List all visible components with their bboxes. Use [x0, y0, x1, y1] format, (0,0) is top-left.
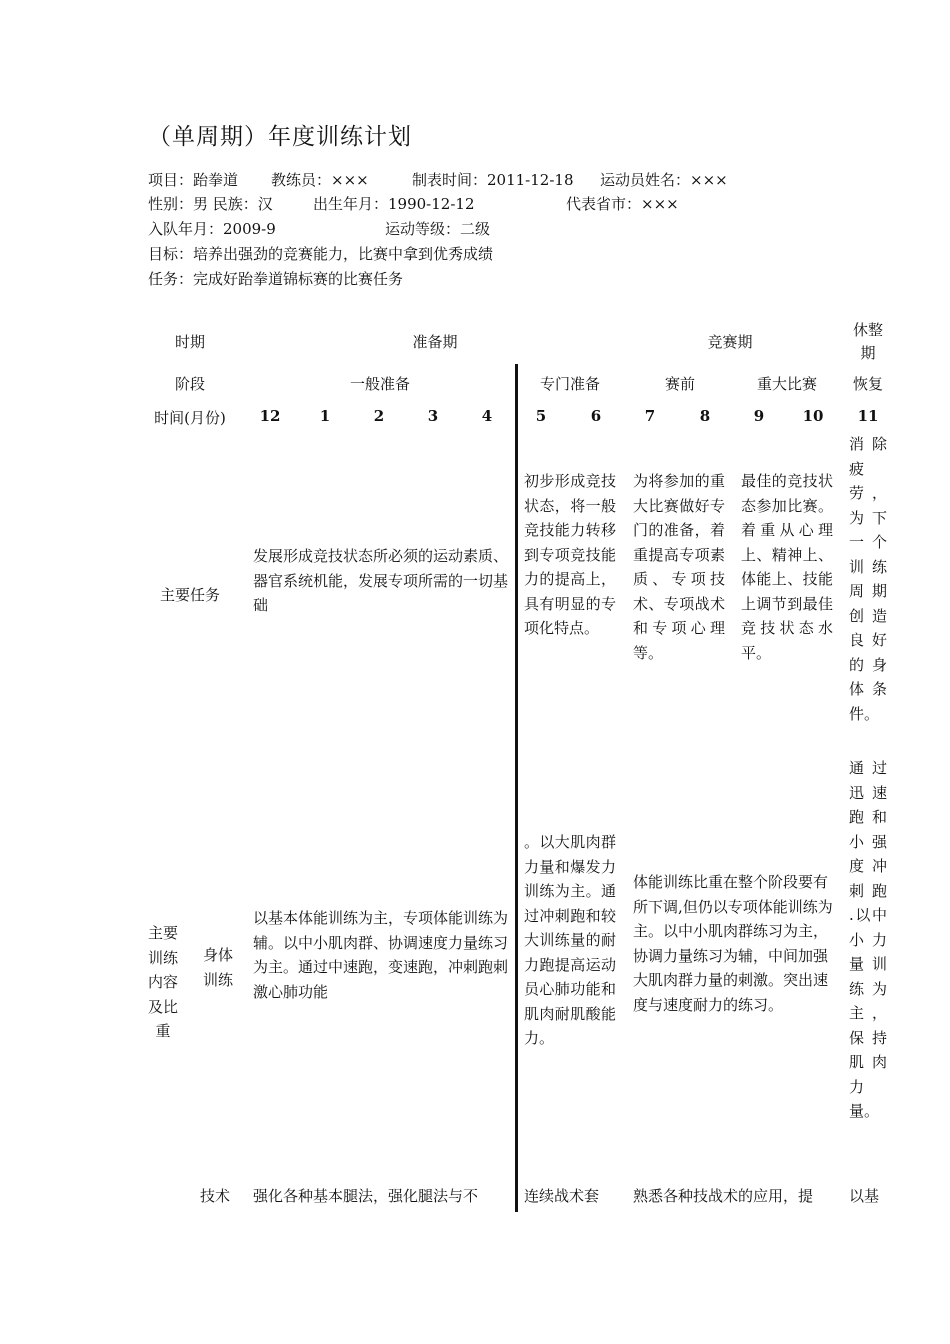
month-cell: 7 [644, 407, 656, 425]
physical-training-label: 身体训练 [202, 946, 233, 989]
page-title: （单周期）年度训练计划 [148, 124, 412, 150]
month-cell: 11 [857, 407, 879, 425]
comp-period: 竞赛期 [707, 333, 753, 351]
month-cell: 4 [481, 407, 493, 425]
month-cell: 8 [699, 407, 711, 425]
main-task-major: 最佳的竞技状态参加比赛。着重从心理上、精神上、体能上、技能上调节到最佳竞技状态水平。 [741, 472, 833, 662]
physical-general: 以基本体能训练为主，专项体能训练为辅。以中小肌肉群、协调速度力量练习为主。通过中速跑，变速跑，冲刺跑刺激心肺功能 [253, 909, 509, 1001]
month-cell: 5 [535, 407, 547, 425]
coach-field: 教练员：××× [271, 171, 369, 189]
prep-period: 准备期 [412, 333, 458, 351]
goal-field: 目标：培养出强劲的竞赛能力，比赛中拿到优秀成绩 [148, 245, 494, 263]
gender-ethnic-field: 性别：男 民族：汉 [148, 195, 273, 213]
main-task-label: 主要任务 [159, 586, 220, 604]
month-cell: 6 [590, 407, 602, 425]
training-label: 主要训练内容及比重 [147, 924, 178, 1040]
month-cell: 9 [753, 407, 765, 425]
main-task-pre: 为将参加的重大比赛做好专门的准备，着重提高专项素质、专项技术、专项战术和专项心理等。 [633, 472, 725, 662]
month-cell: 12 [259, 407, 281, 425]
project-field: 项目：跆拳道 [148, 171, 239, 189]
stage-general-prep: 一般准备 [349, 375, 410, 393]
stage-major-comp: 重大比赛 [756, 375, 817, 393]
tech-general: 强化各种基本腿法，强化腿法与不 [253, 1187, 479, 1205]
stage-special-prep: 专门准备 [539, 375, 600, 393]
tech-comp: 熟悉各种技战术的应用，提 [633, 1187, 814, 1205]
join-field: 入队年月：2009-9 [148, 220, 276, 238]
tech-special: 连续战术套 [524, 1187, 600, 1205]
main-task-recovery: 消除疲劳，为下一个训练周期创造良好的身体条件。 [849, 435, 887, 723]
physical-comp: 体能训练比重在整个阶段要有所下调,但仍以专项体能训练为主。以中小肌肉群练习为主，协调力量练习为辅，中间加强大肌肉群力量的刺激。突出速度与速度耐力的练习。 [633, 873, 833, 1014]
athlete-field: 运动员姓名：××× [600, 171, 728, 189]
physical-special: 。以大肌肉群力量和爆发力训练为主。通过冲刺跑和较大训练量的耐力跑提高运动员心肺功能和肌肉耐肌酸能力。 [524, 833, 616, 1047]
tech-recovery: 以基 [849, 1187, 880, 1205]
province-field: 代表省市：××× [566, 195, 679, 213]
stage-divider-line [515, 364, 518, 1212]
main-task-special: 初步形成竞技状态，将一般竞技能力转移到专项竞技能力的提高上，具有明显的专项化特点。 [524, 472, 616, 637]
birth-field: 出生年月：1990-12-12 [313, 195, 475, 213]
rest-period: 休整期 [852, 321, 883, 362]
stage-pre-comp: 赛前 [664, 375, 695, 393]
level-field: 运动等级：二级 [385, 220, 491, 238]
month-cell: 2 [373, 407, 385, 425]
main-task-general: 发展形成竞技状态所必须的运动素质、器官系统机能，发展专项所需的一切基础 [253, 547, 509, 614]
task-field: 任务：完成好跆拳道锦标赛的比赛任务 [148, 270, 404, 288]
tech-training-label: 技术 [200, 1187, 231, 1205]
month-cell: 3 [427, 407, 439, 425]
month-cell: 10 [802, 407, 824, 425]
stage-recovery: 恢复 [852, 375, 883, 393]
month-cell: 1 [319, 407, 331, 425]
stage-label: 阶段 [174, 375, 205, 393]
physical-recovery: 通过迅速跑和小强度冲刺跑 .以中小力量训练为主，保持肌肉力量。 [849, 759, 887, 1120]
date-field: 制表时间：2011-12-18 [412, 171, 574, 189]
time-label: 时间(月份) [154, 409, 226, 427]
period-label: 时期 [174, 333, 205, 351]
